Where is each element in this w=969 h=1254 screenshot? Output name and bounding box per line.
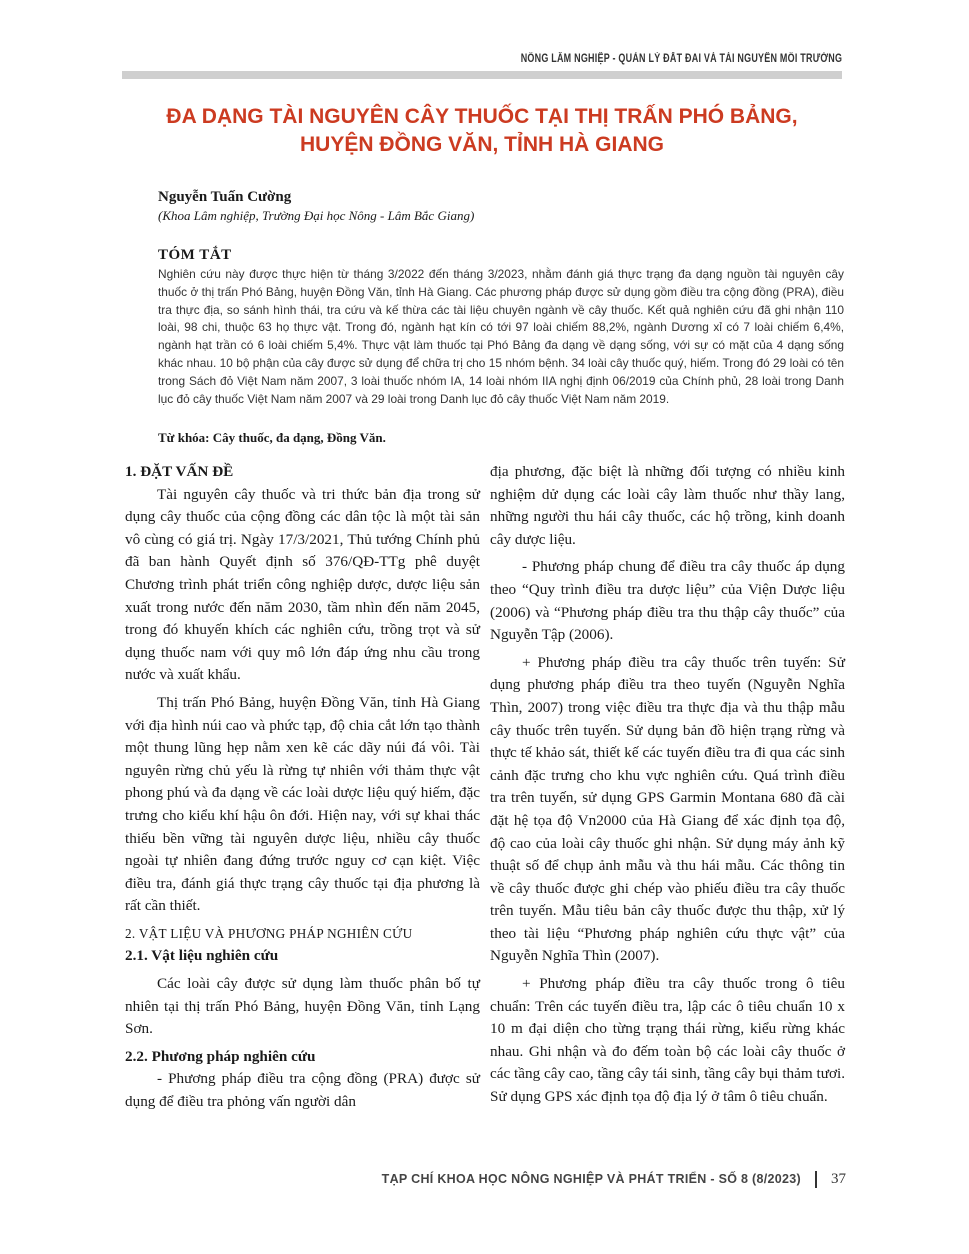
paragraph: Các loài cây được sử dụng làm thuốc phân bố tự nhiên tại thị trấn Phó Bảng, huyện Đồng Văn, tỉnh Lạng Sơn. (125, 975, 480, 1038)
keywords: Từ khóa: Cây thuốc, đa dạng, Đồng Văn. (158, 430, 386, 445)
running-header (122, 53, 842, 81)
title-line-1: ĐA DẠNG TÀI NGUYÊN CÂY THUỐC TẠI THỊ TRẤN PHÓ BẢNG, (166, 105, 798, 128)
paragraph: - Phương pháp chung để điều tra cây thuốc áp dụng theo “Quy trình điều tra dược liệu” của Viện Dược liệu (2006) và “Phương pháp điều tra thu thập cây thuốc” của Nguyễn Tập (2006). (490, 558, 845, 644)
footer-journal: TẠP CHÍ KHOA HỌC NÔNG NGHIỆP VÀ PHÁT TRIỂN - SỐ 8 (8/2023) (381, 1172, 801, 1187)
page-number: 37 (831, 1170, 846, 1187)
paragraph: - Phương pháp điều tra cộng đồng (PRA) được sử dụng để điều tra phỏng vấn người dân (125, 1070, 480, 1111)
footer-divider (815, 1171, 817, 1188)
section-2-2-heading: 2.2. Phương pháp nghiên cứu (125, 1047, 316, 1065)
header-rule (122, 71, 842, 79)
page-footer (0, 1170, 846, 1188)
paragraph: Tài nguyên cây thuốc và tri thức bản địa trong sử dụng cây thuốc của cộng đồng các dân tộc là một tài sản vô cùng có giá trị. Ngày 17/3/2021, Thủ tướng Chính phủ đã ban hành Quyết định số 376/QĐ-TTg phê duyệt Chương trình phát triển công nghiệp dược, dược liệu sản xuất trong nước đến năm 2030, tầm nhìn đến năm 2045, trong đó khuyến khích các nghiên cứu, trồng trọt và sử dụng thuốc nam với quy mô lớn đáp ứng nhu cầu trong nước và xuất khẩu. (125, 485, 480, 684)
author-name: Nguyễn Tuấn Cường (158, 189, 292, 205)
section-1-heading: 1. ĐẶT VẤN ĐỀ (125, 463, 234, 480)
paragraph: địa phương, đặc biệt là những đối tượng có nhiều kinh nghiệm dử dụng các loài cây làm thuốc như thầy lang, những người thu hái cây thuốc, các hộ trồng, kinh doanh cây dược liệu. (490, 463, 845, 548)
abstract-text: Nghiên cứu này được thực hiện từ tháng 3/2022 đến tháng 3/2023, nhằm đánh giá thực trạng đa dạng nguồn tài nguyên cây thuốc ở thị trấn Phó Bảng, huyện Đồng Văn, tỉnh Hà Giang. Các phương pháp được sử dụng gồm điều tra cộng đồng (PRA), điều tra thực địa, so sánh hình thái, tra cứu và kế thừa các tài liệu chuyên ngành về cây thuốc. Kết quả nghiên cứu đã ghi nhận 110 loài, 98 chi, thuộc 63 họ thực vật. Trong đó, ngành hạt kín có tới 97 loài chiếm 88,2%, ngành Dương xỉ có 7 loài chiếm 6,4%, ngành hạt trần có 6 loài chiếm 5,4%. Thực vật làm thuốc tại Phó Bảng đa dạng về dạng sống, với sự có mặt của 4 dạng sống khác nhau. 10 bộ phận của cây được sử dụng để chữa trị cho 15 nhóm bệnh. 34 loài cây thuốc quý, hiếm. Trong đó 29 loài có tên trong Sách đỏ Việt Nam năm 2007, 3 loài thuốc nhóm IA, 14 loài nhóm IIA nghị định 06/2019 của Chính phủ, 28 loài trong Danh lục đỏ cây thuốc Việt Nam năm 2007 và 29 loài trong Danh lục đỏ cây thuốc Việt Nam năm 2019. (158, 267, 844, 406)
abstract-heading: TÓM TẮT (158, 247, 232, 263)
paragraph: Thị trấn Phó Bảng, huyện Đồng Văn, tỉnh Hà Giang với địa hình núi cao và phức tạp, độ chia cắt lớn tạo thành một thung lũng hẹp nằm xen kẽ các dãy núi đá vôi. Tài nguyên rừng chủ yếu là rừng tự nhiên với thảm thực vật phong phú và đa dạng về các loài dược liệu quý hiếm, đặc trưng cho kiểu khí hậu ôn đới. Hiện nay, với sự khai thác thiếu bền vững tài nguyên dược liệu, nhiều cây thuốc ngoài tự nhiên đang đứng trước nguy cơ cạn kiệt. Việc điều tra, đánh giá thực trạng cây thuốc tại địa phương là rất cần thiết. (125, 693, 480, 915)
left-column (125, 461, 480, 1114)
section-2-heading: 2. VẬT LIỆU VÀ PHƯƠNG PHÁP NGHIÊN CỨU (125, 925, 413, 941)
author-affiliation: (Khoa Lâm nghiệp, Trường Đại học Nông - Lâm Bắc Giang) (158, 208, 475, 223)
article-title (122, 103, 842, 159)
header-text: NÔNG LÂM NGHIỆP - QUẢN LÝ ĐẤT ĐAI VÀ TÀI NGUYÊN MÔI TRƯỜNG (516, 53, 842, 65)
paragraph: + Phương pháp điều tra cây thuốc trong ô tiêu chuẩn: Trên các tuyến điều tra, lập các ô tiêu chuẩn 10 x 10 m đại diện cho từng trạng thái rừng, kiểu rừng khác nhau. Ghi nhận và đo đếm toàn bộ các loài cây thuốc ở các tầng cây cao, tầng cây tái sinh, tầng cây bụi thảm tươi. Sử dụng GPS xác định tọa độ địa lý ở tâm ô tiêu chuẩn. (490, 975, 845, 1106)
paragraph: + Phương pháp điều tra cây thuốc trên tuyến: Sử dụng phương pháp điều tra theo tuyến (Nguyễn Nghĩa Thìn, 2007) trong việc điều tra thực địa và thu thập mẫu cây thuốc trên tuyến. Sử dụng bản đồ hiện trạng rừng và thực tế khảo sát, thiết kế các tuyến điều tra đi qua các sinh cảnh đặc trưng cho khu vực nghiên cứu. Quá trình điều tra trên tuyến, sử dụng GPS Garmin Montana 680 đã cài đặt hệ tọa độ Vn2000 của Hà Giang để xác định tọa độ, độ cao của loài cây thuốc ghi nhận. Sử dụng máy ảnh kỹ thuật số để chụp ảnh mẫu và thu hái mẫu. Các thông tin về cây thuốc được ghi chép vào phiếu điều tra cây thuốc trên tuyến. Mẫu tiêu bản cây thuốc được thu thập, xử lý theo tài liệu “Phương pháp nghiên cứu thực vật” của Nguyễn Nghĩa Thìn (2007). (490, 653, 845, 965)
title-line-2: HUYỆN ĐỒNG VĂN, TỈNH HÀ GIANG (299, 133, 664, 156)
right-column (490, 461, 845, 1109)
section-2-1-heading: 2.1. Vật liệu nghiên cứu (125, 947, 279, 965)
